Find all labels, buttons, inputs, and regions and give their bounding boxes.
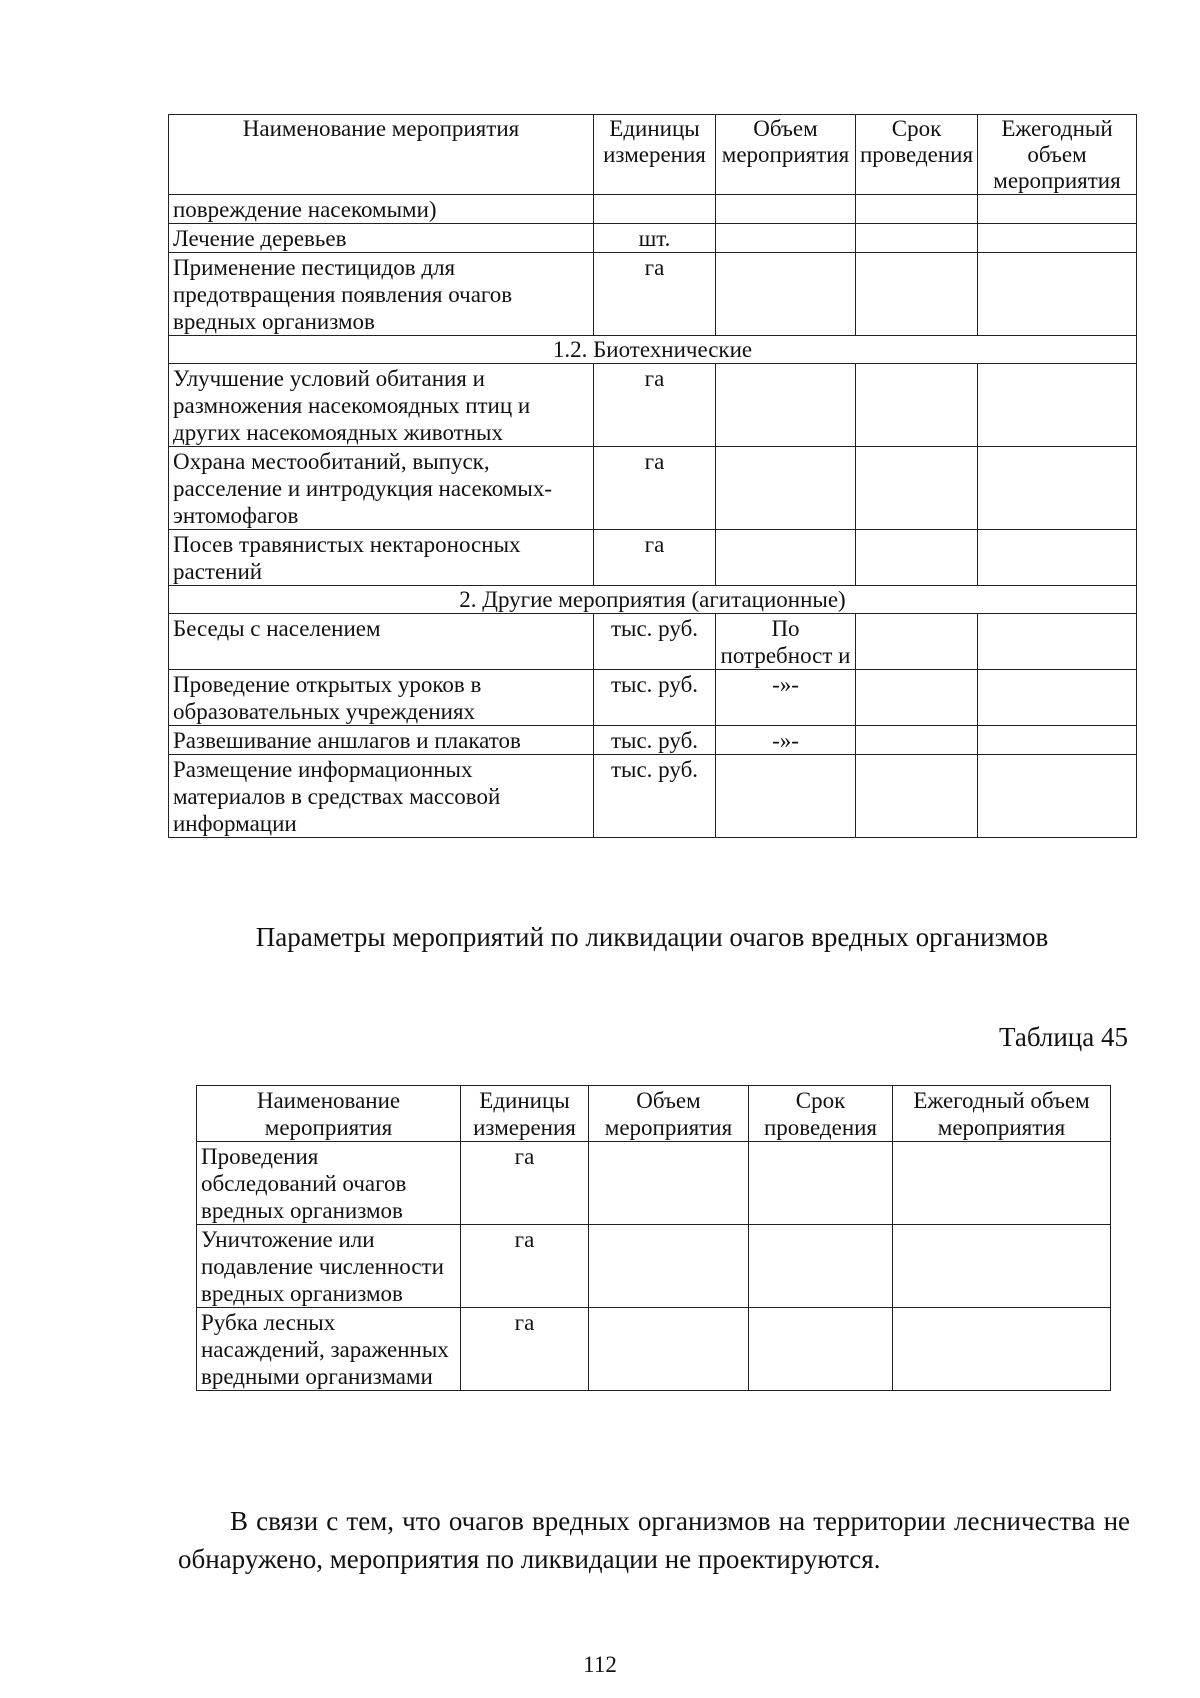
row-unit: га	[594, 364, 716, 447]
row-term	[856, 670, 978, 726]
header-annual: Ежегодный объем мероприятия	[893, 1086, 1111, 1142]
row-name: Беседы с населением	[169, 614, 594, 670]
header-name: Наименование мероприятия	[197, 1086, 461, 1142]
row-name: Применение пестицидов для предотвращения появления очагов вредных организмов	[169, 253, 594, 336]
row-volume	[716, 447, 856, 530]
row-term	[856, 195, 978, 224]
row-annual	[978, 224, 1137, 253]
row-term	[856, 726, 978, 755]
row-volume: По потребност и	[716, 614, 856, 670]
row-annual	[978, 195, 1137, 224]
elimination-table	[196, 1085, 1111, 1391]
row-name: Уничтожение или подавление численности вредных организмов	[197, 1225, 461, 1308]
row-name: Лечение деревьев	[169, 224, 594, 253]
header-unit: Единицы измерения	[594, 115, 716, 195]
row-volume	[716, 530, 856, 586]
row-annual	[978, 447, 1137, 530]
row-term	[856, 530, 978, 586]
table-header-row	[197, 1086, 1111, 1142]
row-volume	[589, 1225, 749, 1308]
row-unit: га	[594, 253, 716, 336]
row-unit: га	[461, 1225, 589, 1308]
row-annual	[978, 364, 1137, 447]
row-volume: -»-	[716, 726, 856, 755]
row-unit: тыс. руб.	[594, 726, 716, 755]
row-volume	[716, 755, 856, 838]
row-unit: тыс. руб.	[594, 755, 716, 838]
measures-table	[168, 114, 1137, 838]
row-term	[856, 755, 978, 838]
table-row	[169, 195, 1137, 224]
table-row	[197, 1142, 1111, 1225]
table-row	[197, 1225, 1111, 1308]
table-row	[169, 670, 1137, 726]
row-volume	[589, 1142, 749, 1225]
row-name: Улучшение условий обитания и размножения насекомоядных птиц и других насекомоядных животных	[169, 364, 594, 447]
row-term	[749, 1308, 893, 1391]
table-header-row	[169, 115, 1137, 195]
row-volume: -»-	[716, 670, 856, 726]
row-term	[749, 1142, 893, 1225]
row-volume	[716, 224, 856, 253]
row-unit: га	[594, 447, 716, 530]
row-annual	[978, 726, 1137, 755]
table-number: Таблица 45	[999, 1022, 1128, 1052]
row-volume	[589, 1308, 749, 1391]
row-unit	[594, 195, 716, 224]
row-volume	[716, 195, 856, 224]
header-name: Наименование мероприятия	[169, 115, 594, 195]
row-name: Проведение открытых уроков в образовательных учреждениях	[169, 670, 594, 726]
row-annual	[893, 1142, 1111, 1225]
row-annual	[978, 614, 1137, 670]
row-annual	[978, 253, 1137, 336]
row-name: Размещение информационных материалов в средствах массовой информации	[169, 755, 594, 838]
header-volume: Объем мероприятия	[716, 115, 856, 195]
page-number: 112	[583, 1652, 617, 1677]
row-volume	[716, 364, 856, 447]
row-annual	[978, 755, 1137, 838]
table-row	[169, 364, 1137, 447]
row-term	[856, 614, 978, 670]
header-annual: Ежегодный объем мероприятия	[978, 115, 1137, 195]
row-name: Проведения обследований очагов вредных организмов	[197, 1142, 461, 1225]
row-term	[856, 447, 978, 530]
section-row	[169, 336, 1137, 364]
row-annual	[893, 1225, 1111, 1308]
row-unit: га	[461, 1308, 589, 1391]
table-row	[169, 253, 1137, 336]
row-name: Посев травянистых нектароносных растений	[169, 530, 594, 586]
table-row	[169, 726, 1137, 755]
table-row	[169, 755, 1137, 838]
row-unit: га	[461, 1142, 589, 1225]
row-annual	[978, 670, 1137, 726]
row-term	[856, 253, 978, 336]
row-annual	[893, 1308, 1111, 1391]
row-term	[856, 224, 978, 253]
header-unit: Единицы измерения	[461, 1086, 589, 1142]
section-heading: Параметры мероприятий по ликвидации очагов вредных организмов	[255, 922, 1049, 952]
row-name: Развешивание аншлагов и плакатов	[169, 726, 594, 755]
row-volume	[716, 253, 856, 336]
row-term	[856, 364, 978, 447]
table-row	[169, 447, 1137, 530]
body-paragraph: В связи с тем, что очагов вредных организмов на территории лесничества не обнаружено, мероприятия по ликвидации не проектируются.	[178, 1506, 1130, 1574]
header-volume: Объем мероприятия	[589, 1086, 749, 1142]
section-row	[169, 586, 1137, 614]
row-annual	[978, 530, 1137, 586]
section-other: 2. Другие мероприятия (агитационные)	[169, 586, 1137, 614]
row-term	[749, 1225, 893, 1308]
row-name: Охрана местообитаний, выпуск, расселение и интродукция насекомых-энтомофагов	[169, 447, 594, 530]
section-biotech: 1.2. Биотехнические	[169, 336, 1137, 364]
row-unit: тыс. руб.	[594, 614, 716, 670]
row-unit: шт.	[594, 224, 716, 253]
row-name: Рубка лесных насаждений, зараженных вредными организмами	[197, 1308, 461, 1391]
table-row	[169, 224, 1137, 253]
row-name: повреждение насекомыми)	[169, 195, 594, 224]
table-row	[197, 1308, 1111, 1391]
row-unit: тыс. руб.	[594, 670, 716, 726]
row-unit: га	[594, 530, 716, 586]
header-term: Срок проведения	[856, 115, 978, 195]
header-term: Срок проведения	[749, 1086, 893, 1142]
table-row	[169, 614, 1137, 670]
table-row	[169, 530, 1137, 586]
